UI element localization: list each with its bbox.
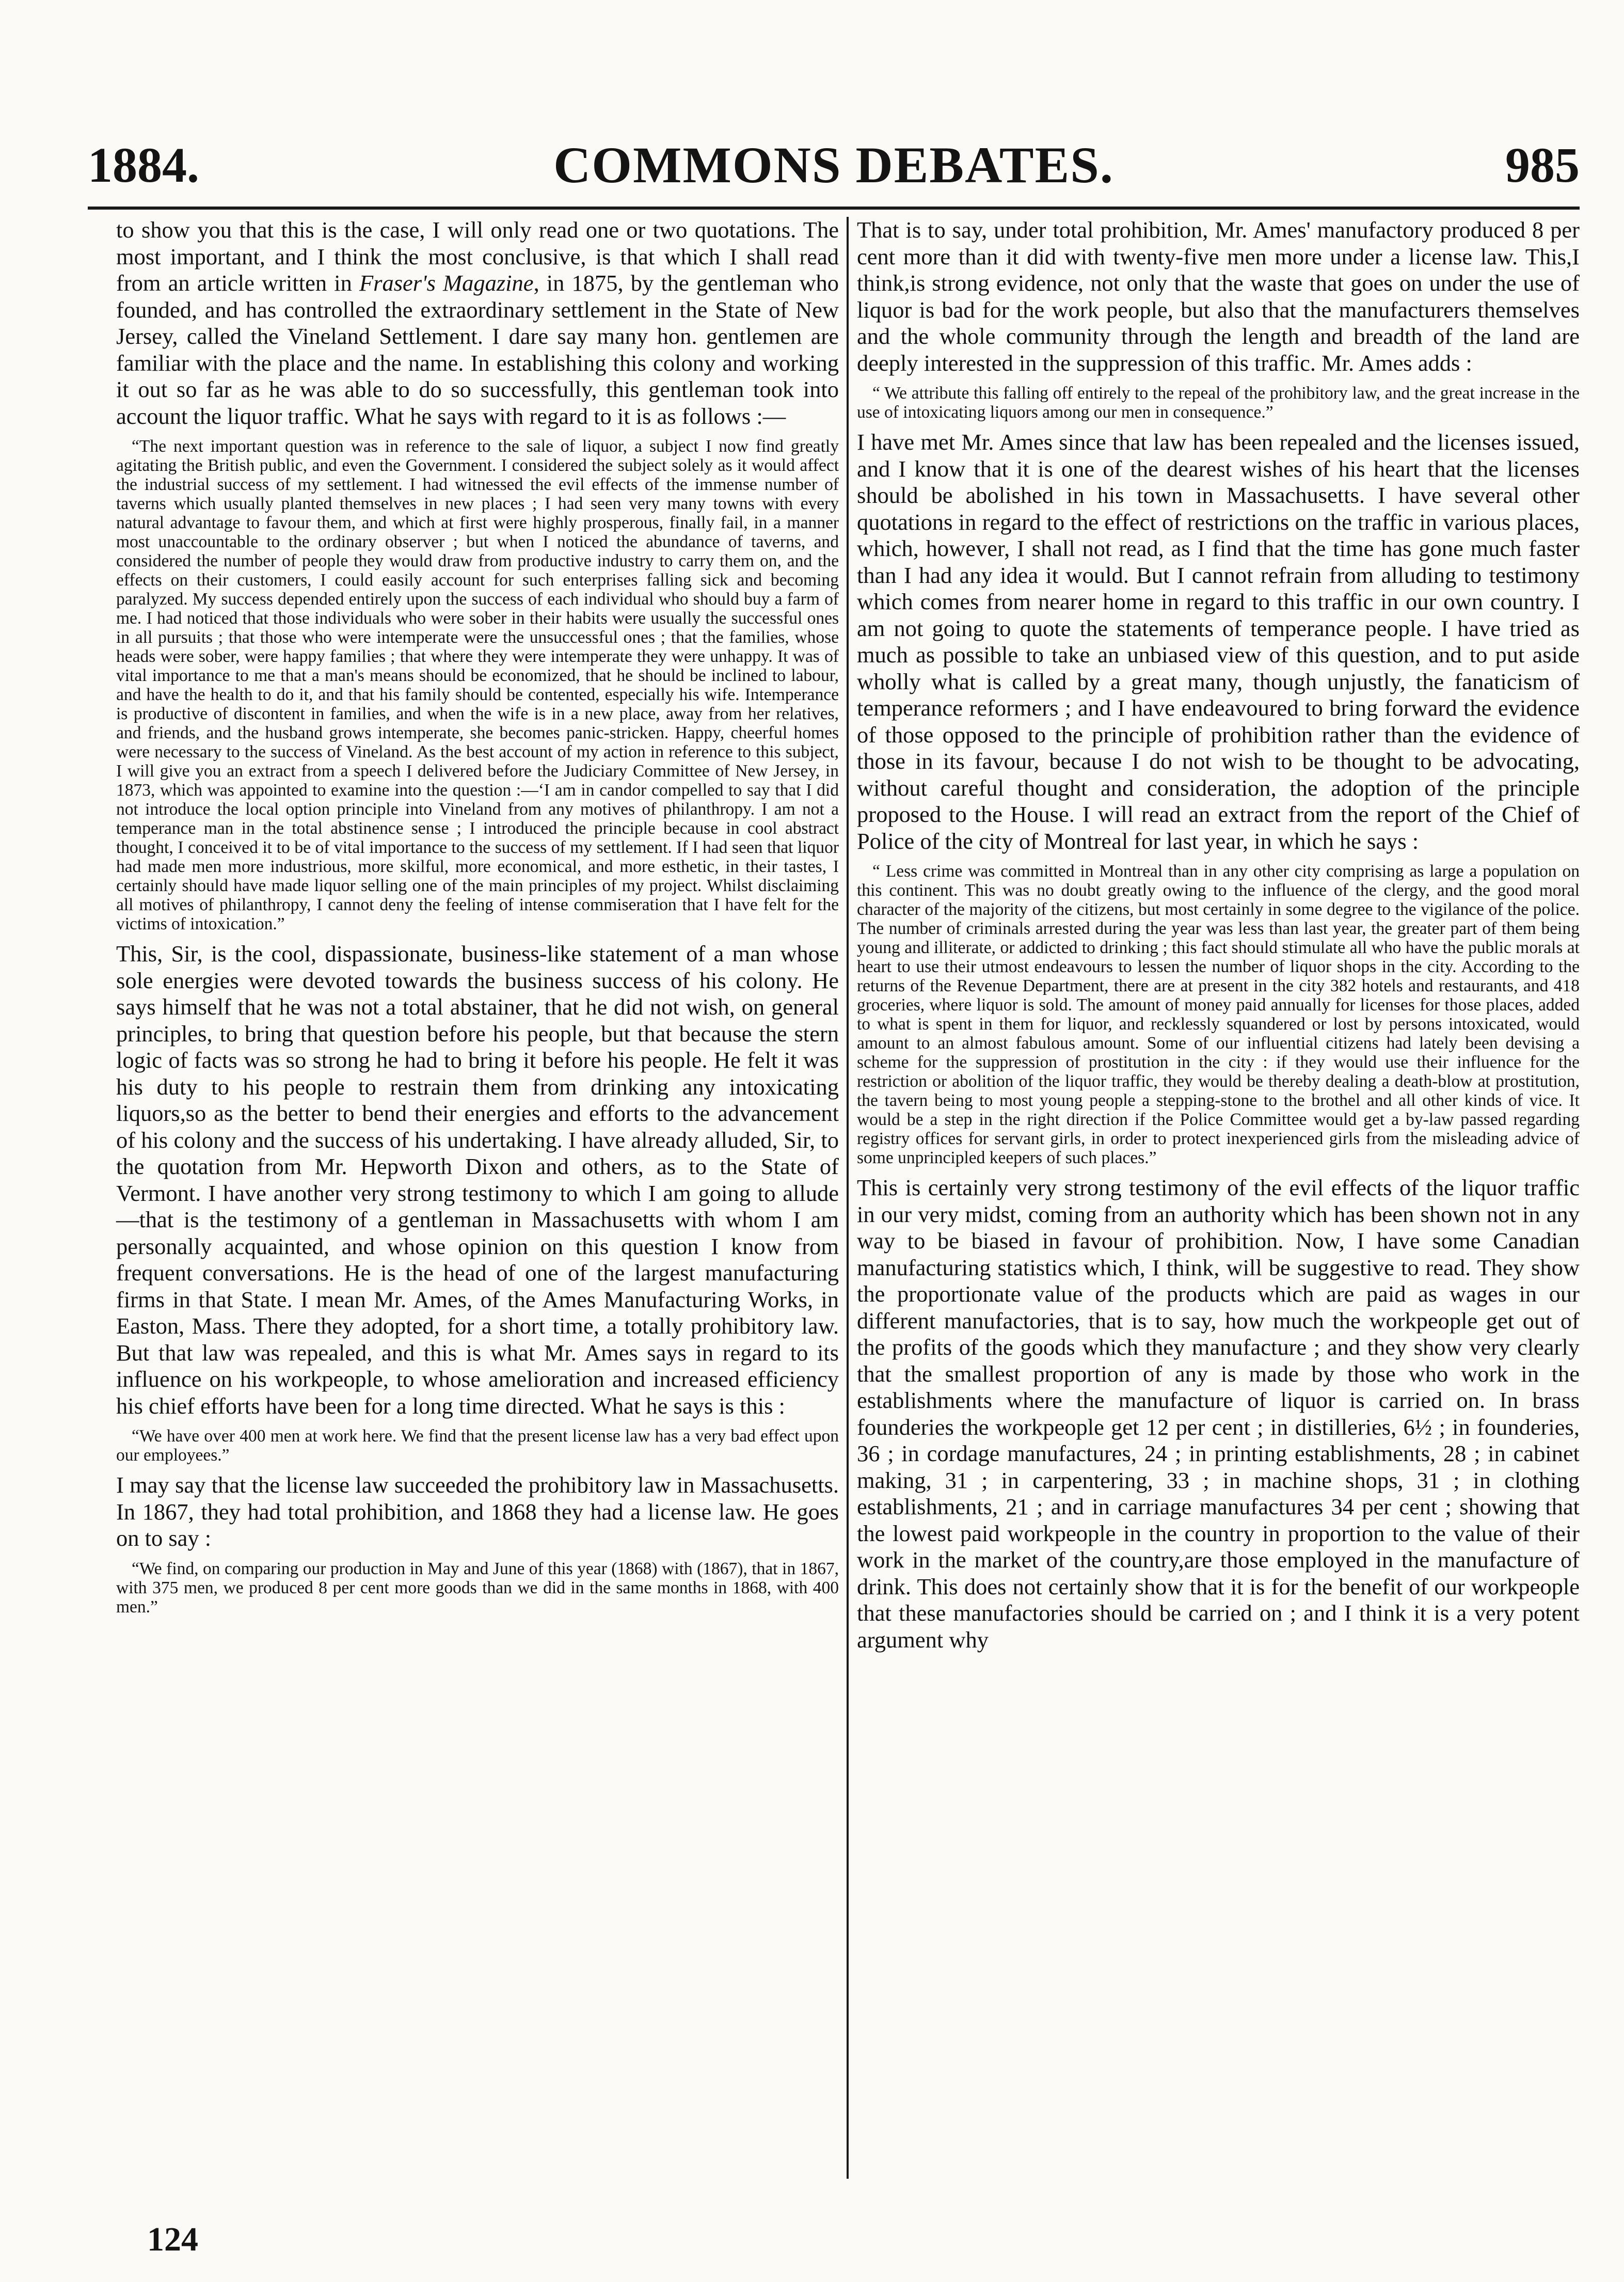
left-quote-1: “The next important question was in reference to the sale of liquor, a subject I now find greatly agitating the British public, and even the Government. I considered the subject solely as it would affect the industrial success of my settlement. I had witnessed the evil effects of the immense number of taverns which usually planted themselves in new places ; I had seen very many towns with every natural advantage to favour them, and which at first were highly prosperous, finally fail, in a manner most unaccountable to the ordinary observer ; but when I noticed the abundance of taverns, and considered the number of people they would draw from productive industry to carry them on, and the effects on their customers, I could easily account for such enterprises falling sick and becoming paralyzed. My success depended entirely upon the success of each individual who should buy a farm of me. I had noticed that those individuals who were sober in their habits were usually the successful ones in all pursuits ; that those who were intemperate were the unsuccessful ones ; that the families, whose heads were sober, were happy families ; that where they were intemperate they were unhappy. It was of vital importance to me that a man's means should be economized, that he should be inclined to labour, and have the health to do it, and that his family should be contented, especially his wife. Intemperance is productive of discontent in families, and when the wife is in a new place, away from her relatives, and friends, and the husband grows intemperate, she becomes panic-stricken. Happy, cheerful homes were necessary to the success of Vineland. As the best account of my action in reference to this subject, I will give you an extract from a speech I delivered before the Judiciary Committee of New Jersey, in 1873, which was appointed to examine into the question :—‘I am in candor compelled to say that I did not introduce the local option principle into Vineland from any motives of philanthropy. I am not a temperance man in the total abstinence sense ; I introduced the principle because in cool abstract thought, I conceived it to be of vital importance to the success of my settlement. If I had seen that liquor had made men more industrious, more skilful, more economical, and more esthetic, in their tastes, I certainly should have made liquor selling one of the main principles of my project. Whilst disclaiming all motives of philanthropy, I cannot deny the feeling of intense commiseration that I have felt for the victims of intoxication.” — [116, 437, 839, 933]
left-paragraph-1-b: , in 1875, by the gentleman who founded, and has controlled the extraordinary settlement in the State of New Jersey, called the Vineland Settlement. I dare say many hon. gentlemen are familiar with the place and the name. In establishing this colony and working it out so far as he was able to do so successfully, this gentleman took into account the liquor traffic. What he says with regard to it is as follows :— — [116, 270, 839, 429]
header-page-number: 985 — [1505, 137, 1580, 193]
header-rule — [88, 207, 1580, 210]
left-quote-2: “We have over 400 men at work here. We find that the present license law has a very bad effect upon our employees.” — [116, 1427, 839, 1465]
right-quote-2: “ Less crime was committed in Montreal than in any other city comprising as large a population on this continent. This was no doubt greatly owing to the influence of the clergy, and the good moral character of the majority of the citizens, but most certainly in some degree to the vigilance of the police. The number of criminals arrested during the year was less than last year, the greater part of them being young and illiterate, or addicted to drinking ; this fact should stimulate all who have the public morals at heart to use their utmost endeavours to lessen the number of liquor shops in the city. According to the returns of the Revenue Department, there are at present in the city 382 hotels and restaurants, and 418 groceries, where liquor is sold. The amount of money paid annually for licenses for those places, added to what is spent in them for liquor, and recklessly squandered or lost by persons intoxicated, would amount to an almost fabulous amount. Some of our influential citizens had lately been devising a scheme for the suppression of prostitution in the city : if they would use their influence for the restriction or abolition of the liquor traffic, they would be thereby dealing a death-blow at prostitution, the tavern being to most young people a stepping-stone to the brothel and all other kinds of vice. It would be a step in the right direction if the Police Committee would get a by-law passed regarding registry offices for servant girls, in order to protect inexperienced girls from the misleading advice of some unprincipled keepers of such places.” — [857, 862, 1580, 1167]
left-paragraph-1 — [116, 217, 839, 430]
right-column — [857, 217, 1580, 1653]
right-paragraph-3: This is certainly very strong testimony of the evil effects of the liquor traffic in our very midst, coming from an authority which has been shown not in any way to be biased in favour of prohibition. Now, I have some Canadian manufacturing statistics which, I think, will be suggestive to read. They show the proportionate value of the products which are paid as wages in our different manufactories, that is to say, how much the workpeople get out of the profits of the goods which they manufacture ; and they show very clearly that the smallest proportion of any is made by those who work in the establishments where the manufacture of liquor is carried on. In brass founderies the workpeople get 12 per cent ; in distilleries, 6½ ; in founderies, 36 ; in cordage manufactures, 24 ; in printing establishments, 28 ; in cabinet making, 31 ; in carpentering, 33 ; in machine shops, 31 ; in clothing establishments, 21 ; and in carriage manufactures 34 per cent ; showing that the lowest paid workpeople in the country in proportion to the value of their work in the market of the country,are those employed in the manufacture of drink. This does not certainly show that it is for the benefit of our workpeople that these manufactories should be carried on ; and I think it is a very potent argument why — [857, 1175, 1580, 1653]
left-column — [116, 217, 839, 1624]
signature-mark: 124 — [147, 2221, 198, 2258]
left-paragraph-1-a: to show you that this is the case, I will only read one or two quotations. The most important, and I think the most conclusive, is that which I shall read from an article written in — [116, 217, 839, 296]
column-divider — [847, 217, 849, 2179]
right-paragraph-1: That is to say, under total prohibition, Mr. Ames' manufactory produced 8 per cent more than it did with twenty-five men more under a license law. This,I think,is strong evidence, not only that the waste that goes on under the use of liquor is bad for the work people, but also that the manufacturers themselves and the whole community through the length and breadth of the land are deeply interested in the suppression of this traffic. Mr. Ames adds : — [857, 217, 1580, 376]
left-quote-3: “We find, on comparing our production in May and June of this year (1868) with (1867), that in 1867, with 375 men, we produced 8 per cent more goods than we did in the same months in 1868, with 400 men.” — [116, 1559, 839, 1617]
right-paragraph-2: I have met Mr. Ames since that law has been repealed and the licenses issued, and I know that it is one of the dearest wishes of his heart that the licenses should be abolished in his town in Massachusetts. I have several other quotations in regard to the effect of restrictions on the traffic in various places, which, however, I shall not read, as I find that the time has gone much faster than I had any idea it would. But I cannot refrain from alluding to testimony which comes from nearer home in regard to this traffic in our own country. I am not going to quote the statements of temperance people. I have tried as much as possible to take an unbiased view of this question, and to put aside wholly what is called by a great many, though unjustly, the fanaticism of temperance reformers ; and I have endeavoured to bring forward the evidence of those opposed to the principle of prohibition rather than the evidence of those in its favour, because I do not wish to be thought to be advocating, without careful thought and consideration, the adoption of the principle proposed to the House. I will read an extract from the report of the Chief of Police of the city of Montreal for last year, in which he says : — [857, 429, 1580, 854]
left-paragraph-3: I may say that the license law succeeded the prohibitory law in Massachusetts. In 1867, they had total prohibition, and 1868 they had a license law. He goes on to say : — [116, 1472, 839, 1551]
left-paragraph-2: This, Sir, is the cool, dispassionate, business-like statement of a man whose sole energies were devoted towards the business success of his colony. He says himself that he was not a total abstainer, that he did not wish, on general principles, to bring that question before his people, but that because the stern logic of facts was so strong he had to bring it before his people. He felt it was his duty to his people to restrain them from drinking any intoxicating liquors,so as the better to bend their energies and efforts to the advancement of his colony and the success of his undertaking. I have already alluded, Sir, to the quotation from Mr. Hepworth Dixon and others, as to the State of Vermont. I have another very strong testimony to which I am going to allude —that is the testimony of a gentleman in Massachusetts with whom I am personally acquainted, and whose opinion on this question I know from frequent conversations. He is the head of one of the largest manufacturing firms in that State. I mean Mr. Ames, of the Ames Manufacturing Works, in Easton, Mass. There they adopted, for a short time, a totally prohibitory law. But that law was repealed, and this is what Mr. Ames says in regard to its influence on his workpeople, to whose amelioration and increased efficiency his chief efforts have been for a long time directed. What he says is this : — [116, 941, 839, 1419]
left-paragraph-1-magazine: Fraser's Magazine — [359, 270, 534, 296]
header-year: 1884. — [88, 137, 199, 193]
header-title: COMMONS DEBATES. — [553, 136, 1114, 194]
page-header — [88, 136, 1580, 196]
right-quote-1: “ We attribute this falling off entirely to the repeal of the prohibitory law, and the great increase in the use of intoxicating liquors among our men in consequence.” — [857, 384, 1580, 422]
